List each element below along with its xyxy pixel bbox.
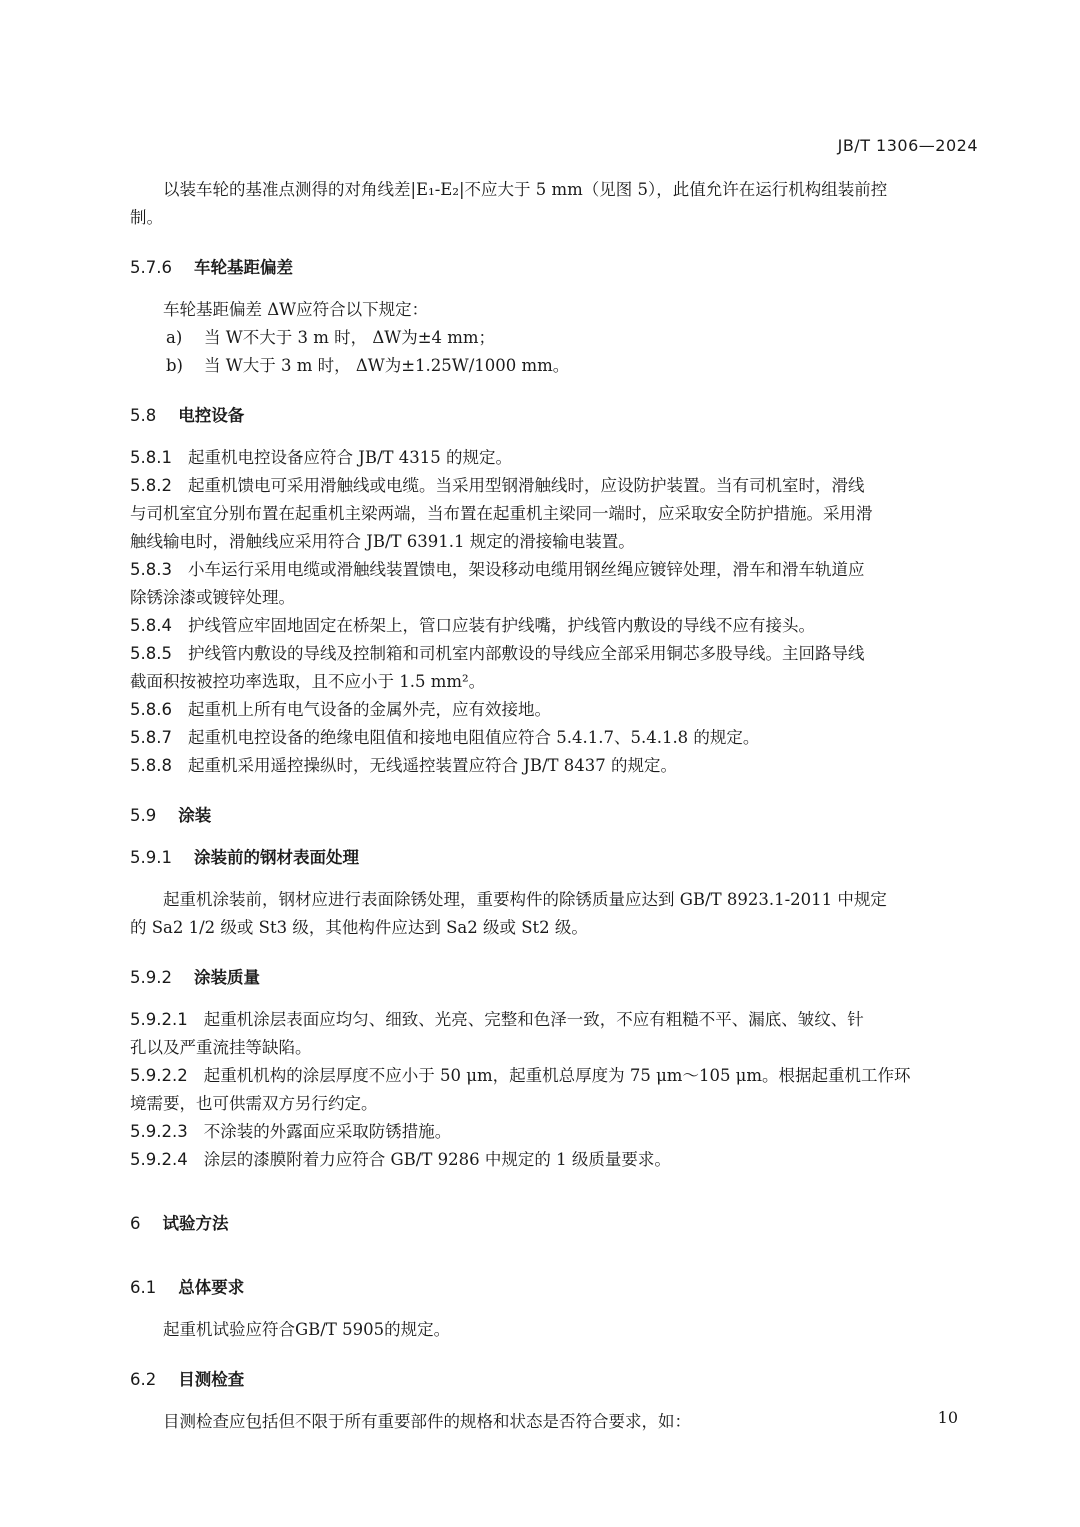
clause-text: 小车运行采用电缆或滑触线装置馈电，架设移动电缆用钢丝绳应镀锌处理，滑车和滑车轨道应 (187, 560, 865, 579)
clause-text: 起重机馈电可采用滑触线或电缆。当采用型钢滑触线时，应设防护装置。当有司机室时，滑线 (187, 476, 865, 495)
clause-number: 5.8.1 (130, 448, 172, 467)
paragraph: 起重机试验应符合GB/T 5905的规定。 (163, 1320, 451, 1339)
paragraph: 的 Sa2 1/2 级或 St3 级，其他构件应达到 Sa2 级或 St2 级。 (130, 918, 588, 937)
section-title: 电控设备 (178, 406, 245, 425)
section-title: 目测检查 (178, 1370, 245, 1389)
clause-continuation: 境需要，也可供需双方另行约定。 (130, 1094, 378, 1113)
clause-text: 涂层的漆膜附着力应符合 GB/T 9286 中规定的 1 级质量要求。 (203, 1150, 671, 1169)
clause-number: 5.8.4 (130, 616, 172, 635)
section-number: 5.8 (130, 406, 157, 425)
clause-continuation: 孔以及严重流挂等缺陷。 (130, 1038, 312, 1057)
section-number: 5.9 (130, 806, 157, 825)
section-number: 5.7.6 (130, 258, 172, 277)
document-body (130, 176, 978, 1436)
clause (130, 1006, 978, 1034)
clause (130, 640, 978, 668)
paragraph: 起重机涂装前，钢材应进行表面除锈处理，重要构件的除锈质量应达到 GB/T 8923.1-2011 中规定 (163, 890, 887, 909)
clause (130, 1146, 978, 1174)
clause-text: 起重机采用遥控操纵时，无线遥控装置应符合 JB/T 8437 的规定。 (187, 756, 678, 775)
section-title: 车轮基距偏差 (193, 258, 293, 277)
clause-text: 起重机电控设备应符合 JB/T 4315 的规定。 (187, 448, 513, 467)
section-number: 6.1 (130, 1278, 157, 1297)
chapter-number: 6 (130, 1214, 141, 1233)
chapter-title: 试验方法 (162, 1214, 229, 1233)
clause-text: 起重机涂层表面应均匀、细致、光亮、完整和色泽一致，不应有粗糙不平、漏底、皱纹、针 (203, 1010, 864, 1029)
list-text: 当 W大于 3 m 时， ΔW为±1.25W/1000 mm。 (204, 356, 570, 375)
clause-number: 5.9.2.4 (130, 1150, 188, 1169)
clause-number: 5.8.8 (130, 756, 172, 775)
section-heading (130, 254, 978, 282)
chapter-heading (130, 1210, 978, 1238)
clause (130, 556, 978, 584)
section-title: 涂装前的钢材表面处理 (193, 848, 359, 867)
paragraph: 以装车轮的基准点测得的对角线差|E₁-E₂|不应大于 5 mm（见图 5），此值允许在运行机构组装前控 (163, 180, 888, 199)
list-text: 当 W不大于 3 m 时， ΔW为±4 mm； (204, 328, 496, 347)
clause (130, 444, 978, 472)
section-number: 5.9.2 (130, 968, 172, 987)
clause (130, 1118, 978, 1146)
clause-number: 5.8.6 (130, 700, 172, 719)
clause-number: 5.8.7 (130, 728, 172, 747)
section-number: 6.2 (130, 1370, 157, 1389)
clause (130, 472, 978, 500)
section-heading (130, 402, 978, 430)
clause-continuation: 截面积按被控功率选取，且不应小于 1.5 mm²。 (130, 672, 486, 691)
list-marker: b) (166, 356, 183, 375)
page-number: 10 (937, 1408, 958, 1427)
clause-text: 不涂装的外露面应采取防锈措施。 (203, 1122, 452, 1141)
clause-number: 5.8.3 (130, 560, 172, 579)
clause (130, 696, 978, 724)
clause (130, 612, 978, 640)
list-marker: a) (166, 328, 183, 347)
paragraph: 目测检查应包括但不限于所有重要部件的规格和状态是否符合要求，如： (163, 1412, 691, 1431)
paragraph: 车轮基距偏差 ΔW应符合以下规定： (163, 300, 429, 319)
clause-continuation: 除锈涂漆或镀锌处理。 (130, 588, 295, 607)
list-item (130, 352, 978, 380)
clause-continuation: 与司机室宜分别布置在起重机主梁两端，当布置在起重机主梁同一端时，应采取安全防护措施。采用滑 (130, 504, 873, 523)
section-heading (130, 802, 978, 830)
list-item (130, 324, 978, 352)
clause (130, 1062, 978, 1090)
clause-continuation: 触线输电时，滑触线应采用符合 JB/T 6391.1 规定的滑接输电装置。 (130, 532, 635, 551)
clause-number: 5.9.2.1 (130, 1010, 188, 1029)
section-heading (130, 964, 978, 992)
clause-text: 起重机机构的涂层厚度不应小于 50 μm，起重机总厚度为 75 μm～105 μm。根据起重机工作环 (203, 1066, 911, 1085)
clause (130, 752, 978, 780)
clause-number: 5.8.5 (130, 644, 172, 663)
section-title: 总体要求 (178, 1278, 245, 1297)
clause (130, 724, 978, 752)
clause-number: 5.8.2 (130, 476, 172, 495)
clause-text: 护线管应牢固地固定在桥架上，管口应装有护线嘴，护线管内敷设的导线不应有接头。 (187, 616, 815, 635)
paragraph: 制。 (130, 208, 163, 227)
section-title: 涂装 (178, 806, 212, 825)
section-heading (130, 1366, 978, 1394)
clause-number: 5.9.2.3 (130, 1122, 188, 1141)
clause-text: 护线管内敷设的导线及控制箱和司机室内部敷设的导线应全部采用铜芯多股导线。主回路导线 (187, 644, 865, 663)
clause-text: 起重机上所有电气设备的金属外壳，应有效接地。 (187, 700, 551, 719)
clause-text: 起重机电控设备的绝缘电阻值和接地电阻值应符合 5.4.1.7、5.4.1.8 的规定。 (187, 728, 760, 747)
section-title: 涂装质量 (193, 968, 260, 987)
section-heading (130, 1274, 978, 1302)
clause-number: 5.9.2.2 (130, 1066, 188, 1085)
section-heading (130, 844, 978, 872)
section-number: 5.9.1 (130, 848, 172, 867)
standard-code: JB/T 1306—2024 (837, 136, 978, 155)
